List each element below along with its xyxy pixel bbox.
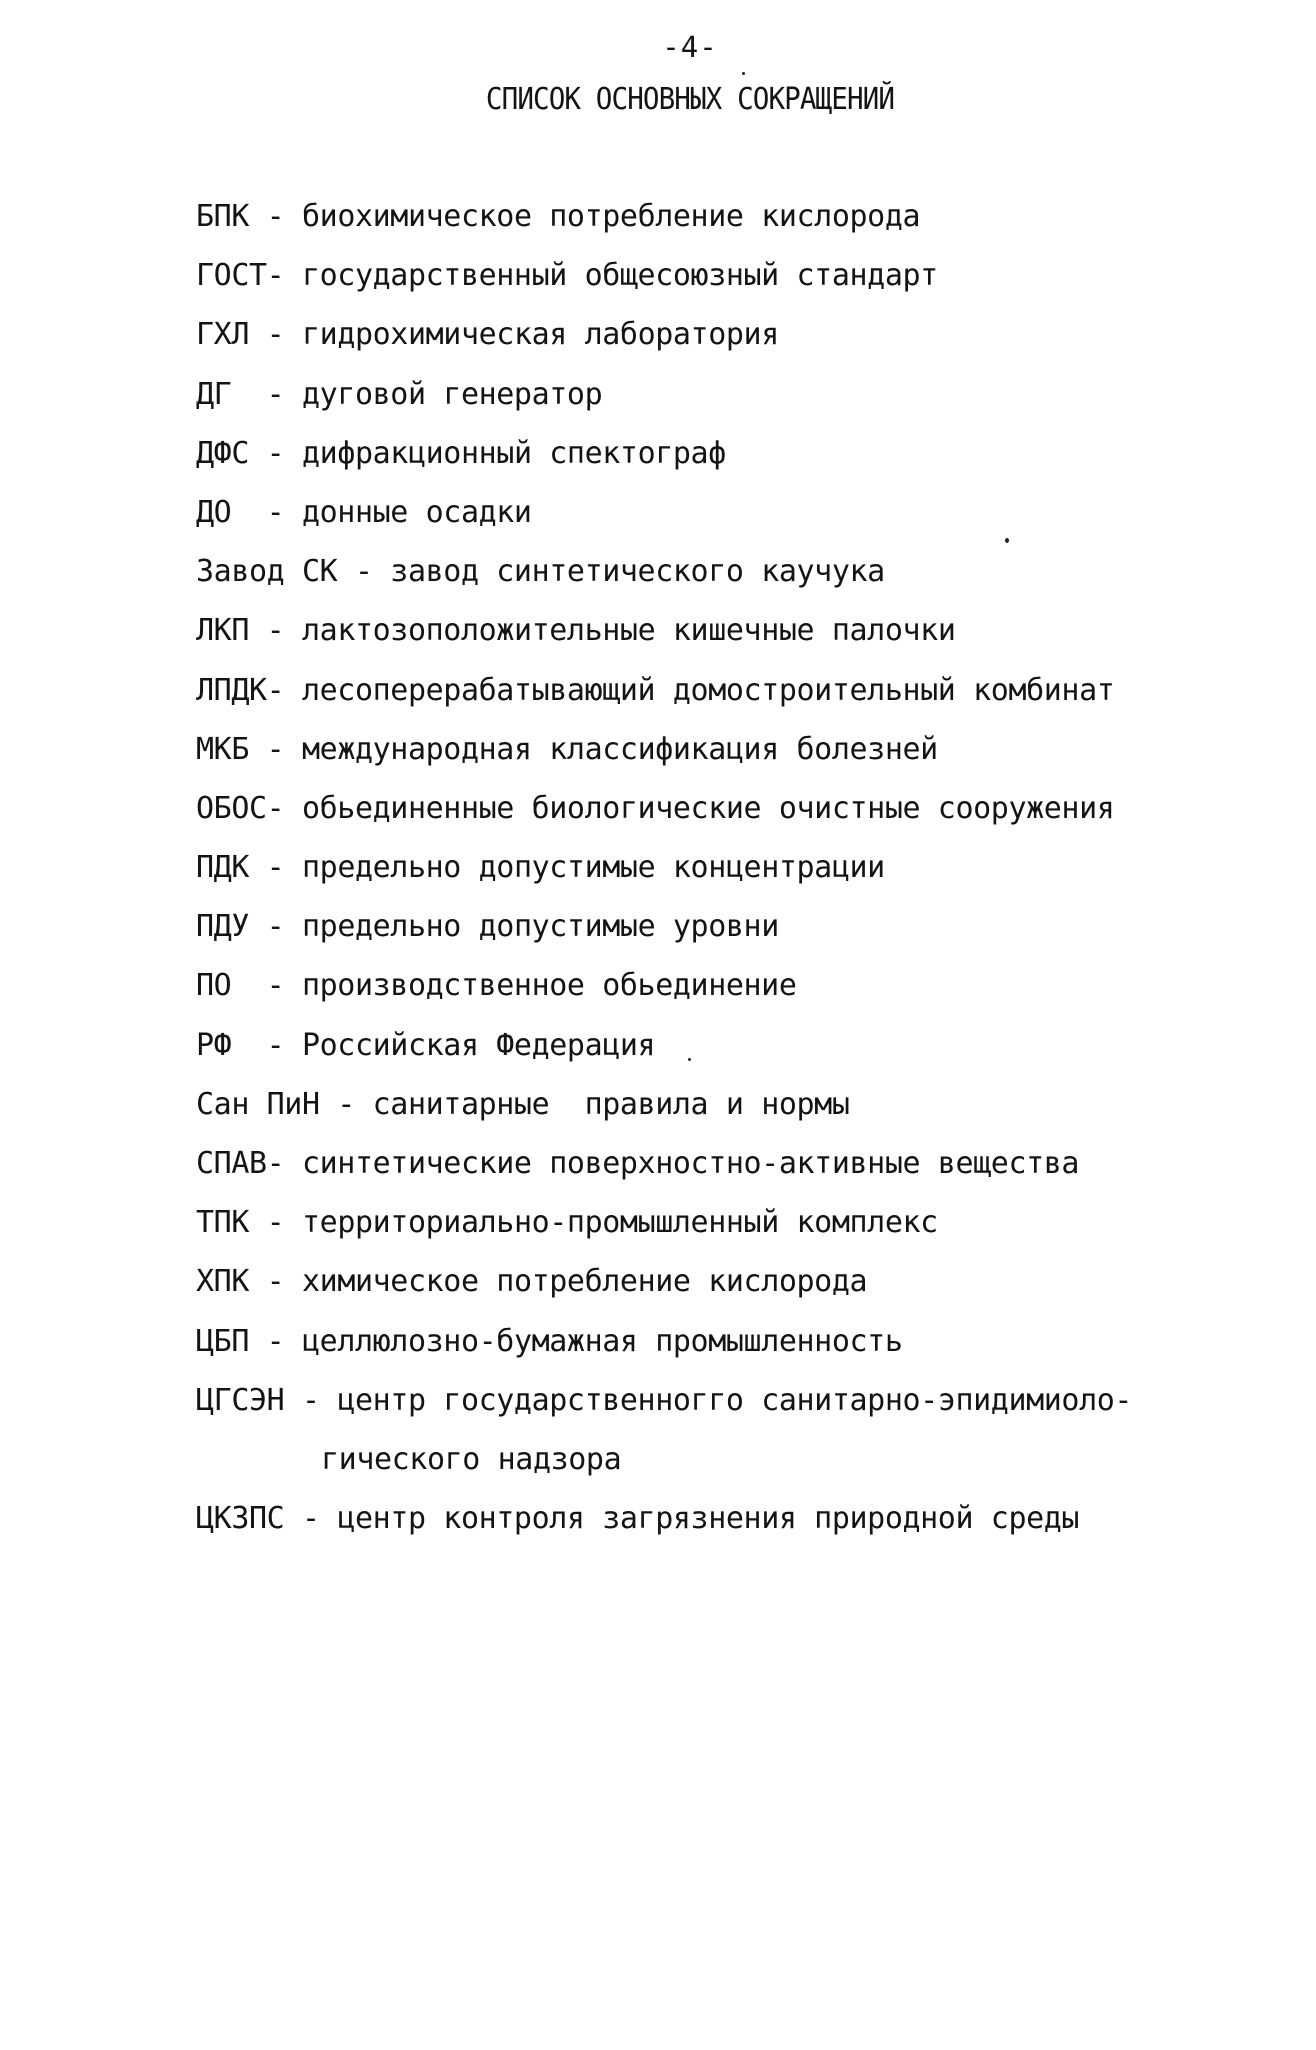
- abbreviation-term: ЦКЗПС: [196, 1501, 285, 1537]
- abbreviation-entry: [196, 1146, 1132, 1208]
- abbreviation-entry: [196, 968, 1132, 1030]
- page-title: СПИСОК ОСНОВНЫХ СОКРАЩЕНИЙ: [485, 82, 895, 117]
- scan-speck: [742, 72, 745, 75]
- abbreviation-entry: [196, 554, 1132, 616]
- abbreviation-term: ДФС: [196, 435, 249, 471]
- abbreviation-term: Завод СК: [196, 554, 338, 590]
- abbreviation-term: ХПК: [196, 1264, 249, 1300]
- separator: -: [249, 1264, 302, 1300]
- separator: -: [249, 317, 302, 353]
- scan-speck: [1005, 538, 1009, 543]
- abbreviation-definition: международная классификация болезней: [302, 731, 938, 767]
- abbreviation-entry: [196, 258, 1132, 320]
- abbreviation-definition: государственный общесоюзный стандарт: [301, 258, 938, 294]
- abbreviation-entry: [196, 435, 1132, 498]
- abbreviation-entry: [196, 1086, 1132, 1149]
- separator: -: [266, 1146, 302, 1181]
- abbreviation-definition: предельно допустимые концентрации: [302, 850, 885, 886]
- abbreviation-term: БПК: [196, 199, 249, 234]
- abbreviation-term: ПО: [196, 968, 232, 1004]
- abbreviation-definition: территориально-промышленный комплекс: [302, 1205, 938, 1241]
- abbreviation-definition: целлюлозно-бумажная промышленность: [302, 1323, 903, 1359]
- abbreviation-entry: [196, 850, 1132, 912]
- abbreviation-term: ПДК: [196, 850, 249, 886]
- abbreviation-definition: лесоперерабатывающий домостроительный комбинат: [301, 672, 1115, 708]
- abbreviation-term: МКБ: [196, 731, 249, 767]
- abbreviation-entry: [196, 731, 1132, 794]
- separator: -: [284, 1501, 338, 1537]
- abbreviation-definition: гидрохимическая лаборатория: [302, 317, 779, 353]
- abbreviation-term: ЛПДК: [196, 672, 267, 708]
- abbreviation-definition: Российская Федерация: [301, 1027, 656, 1063]
- separator: -: [249, 435, 302, 471]
- abbreviation-term: ГОСТ: [196, 258, 267, 294]
- abbreviation-term: ПДУ: [196, 909, 249, 945]
- abbreviation-term: РФ: [196, 1027, 232, 1063]
- separator: -: [249, 1323, 302, 1359]
- abbreviation-entry: [196, 494, 1132, 557]
- abbreviation-entry: [196, 790, 1132, 853]
- separator: -: [231, 376, 302, 412]
- abbreviation-entry: [196, 1264, 1132, 1326]
- abbreviation-entry: [196, 672, 1132, 735]
- abbreviation-term: ЦБП: [196, 1323, 249, 1359]
- separator: -: [319, 1086, 373, 1122]
- abbreviation-term: Сан ПиН: [196, 1086, 320, 1122]
- scan-speck: [688, 1058, 691, 1061]
- abbreviation-definition-continuation: гического надзора: [321, 1441, 622, 1477]
- abbreviation-entry: [196, 1323, 1132, 1386]
- abbreviation-entry: [196, 1027, 1132, 1090]
- abbreviation-term: СПАВ: [196, 1146, 267, 1181]
- abbreviation-term: ЛКП: [196, 613, 249, 649]
- separator: -: [249, 909, 302, 945]
- separator: -: [231, 1027, 302, 1063]
- separator: -: [231, 494, 302, 530]
- abbreviation-definition: дуговой генератор: [301, 376, 603, 412]
- abbreviation-entry: [196, 613, 1132, 675]
- abbreviation-term: ОБОС: [196, 790, 267, 826]
- abbreviation-definition: завод синтетического каучука: [390, 554, 885, 590]
- page-number: -4-: [662, 30, 718, 64]
- separator: -: [266, 672, 302, 708]
- abbreviation-term: ДО: [196, 494, 232, 530]
- abbreviation-definition: предельно допустимые уровни: [302, 909, 779, 945]
- separator: -: [249, 1205, 302, 1241]
- abbreviation-definition: химическое потребление кислорода: [302, 1264, 868, 1300]
- abbreviation-entry: [196, 199, 1132, 261]
- separator: -: [266, 790, 302, 826]
- abbreviation-entry: [196, 1205, 1132, 1267]
- abbreviation-definition: биохимическое потребление кислорода: [302, 199, 921, 234]
- abbreviation-entry: [196, 909, 1132, 971]
- separator: -: [231, 968, 302, 1004]
- abbreviation-definition: дифракционный спектограф: [302, 435, 726, 471]
- abbreviation-entry: [196, 376, 1132, 439]
- separator: -: [337, 554, 391, 590]
- abbreviation-definition: центр государственногго санитарно-эпидимиоло-: [337, 1382, 1133, 1418]
- abbreviation-term: ДГ: [196, 376, 232, 412]
- abbreviation-definition: центр контроля загрязнения природной среды: [337, 1501, 1080, 1537]
- separator: -: [284, 1382, 338, 1418]
- separator: -: [249, 850, 302, 886]
- abbreviation-term: ЦГСЭН: [196, 1382, 285, 1418]
- abbreviation-definition: обьединенные биологические очистные сооружения: [301, 790, 1115, 826]
- abbreviation-entry: [196, 317, 1132, 379]
- abbreviation-entry: [196, 1382, 1133, 1445]
- abbreviation-definition: санитарные правила и нормы: [372, 1086, 850, 1122]
- abbreviation-list: [196, 199, 1133, 1563]
- abbreviation-term: ГХЛ: [196, 317, 249, 353]
- separator: -: [249, 199, 302, 234]
- abbreviation-definition: синтетические поверхностно-активные вещества: [301, 1146, 1080, 1181]
- separator: -: [249, 731, 302, 767]
- abbreviation-definition: лактозоположительные кишечные палочки: [302, 613, 956, 649]
- separator: -: [266, 258, 302, 294]
- abbreviation-term: ТПК: [196, 1205, 249, 1241]
- abbreviation-definition: производственное обьединение: [301, 968, 797, 1004]
- abbreviation-entry: [196, 1501, 1132, 1563]
- separator: -: [249, 613, 302, 649]
- abbreviation-definition: донные осадки: [301, 494, 532, 530]
